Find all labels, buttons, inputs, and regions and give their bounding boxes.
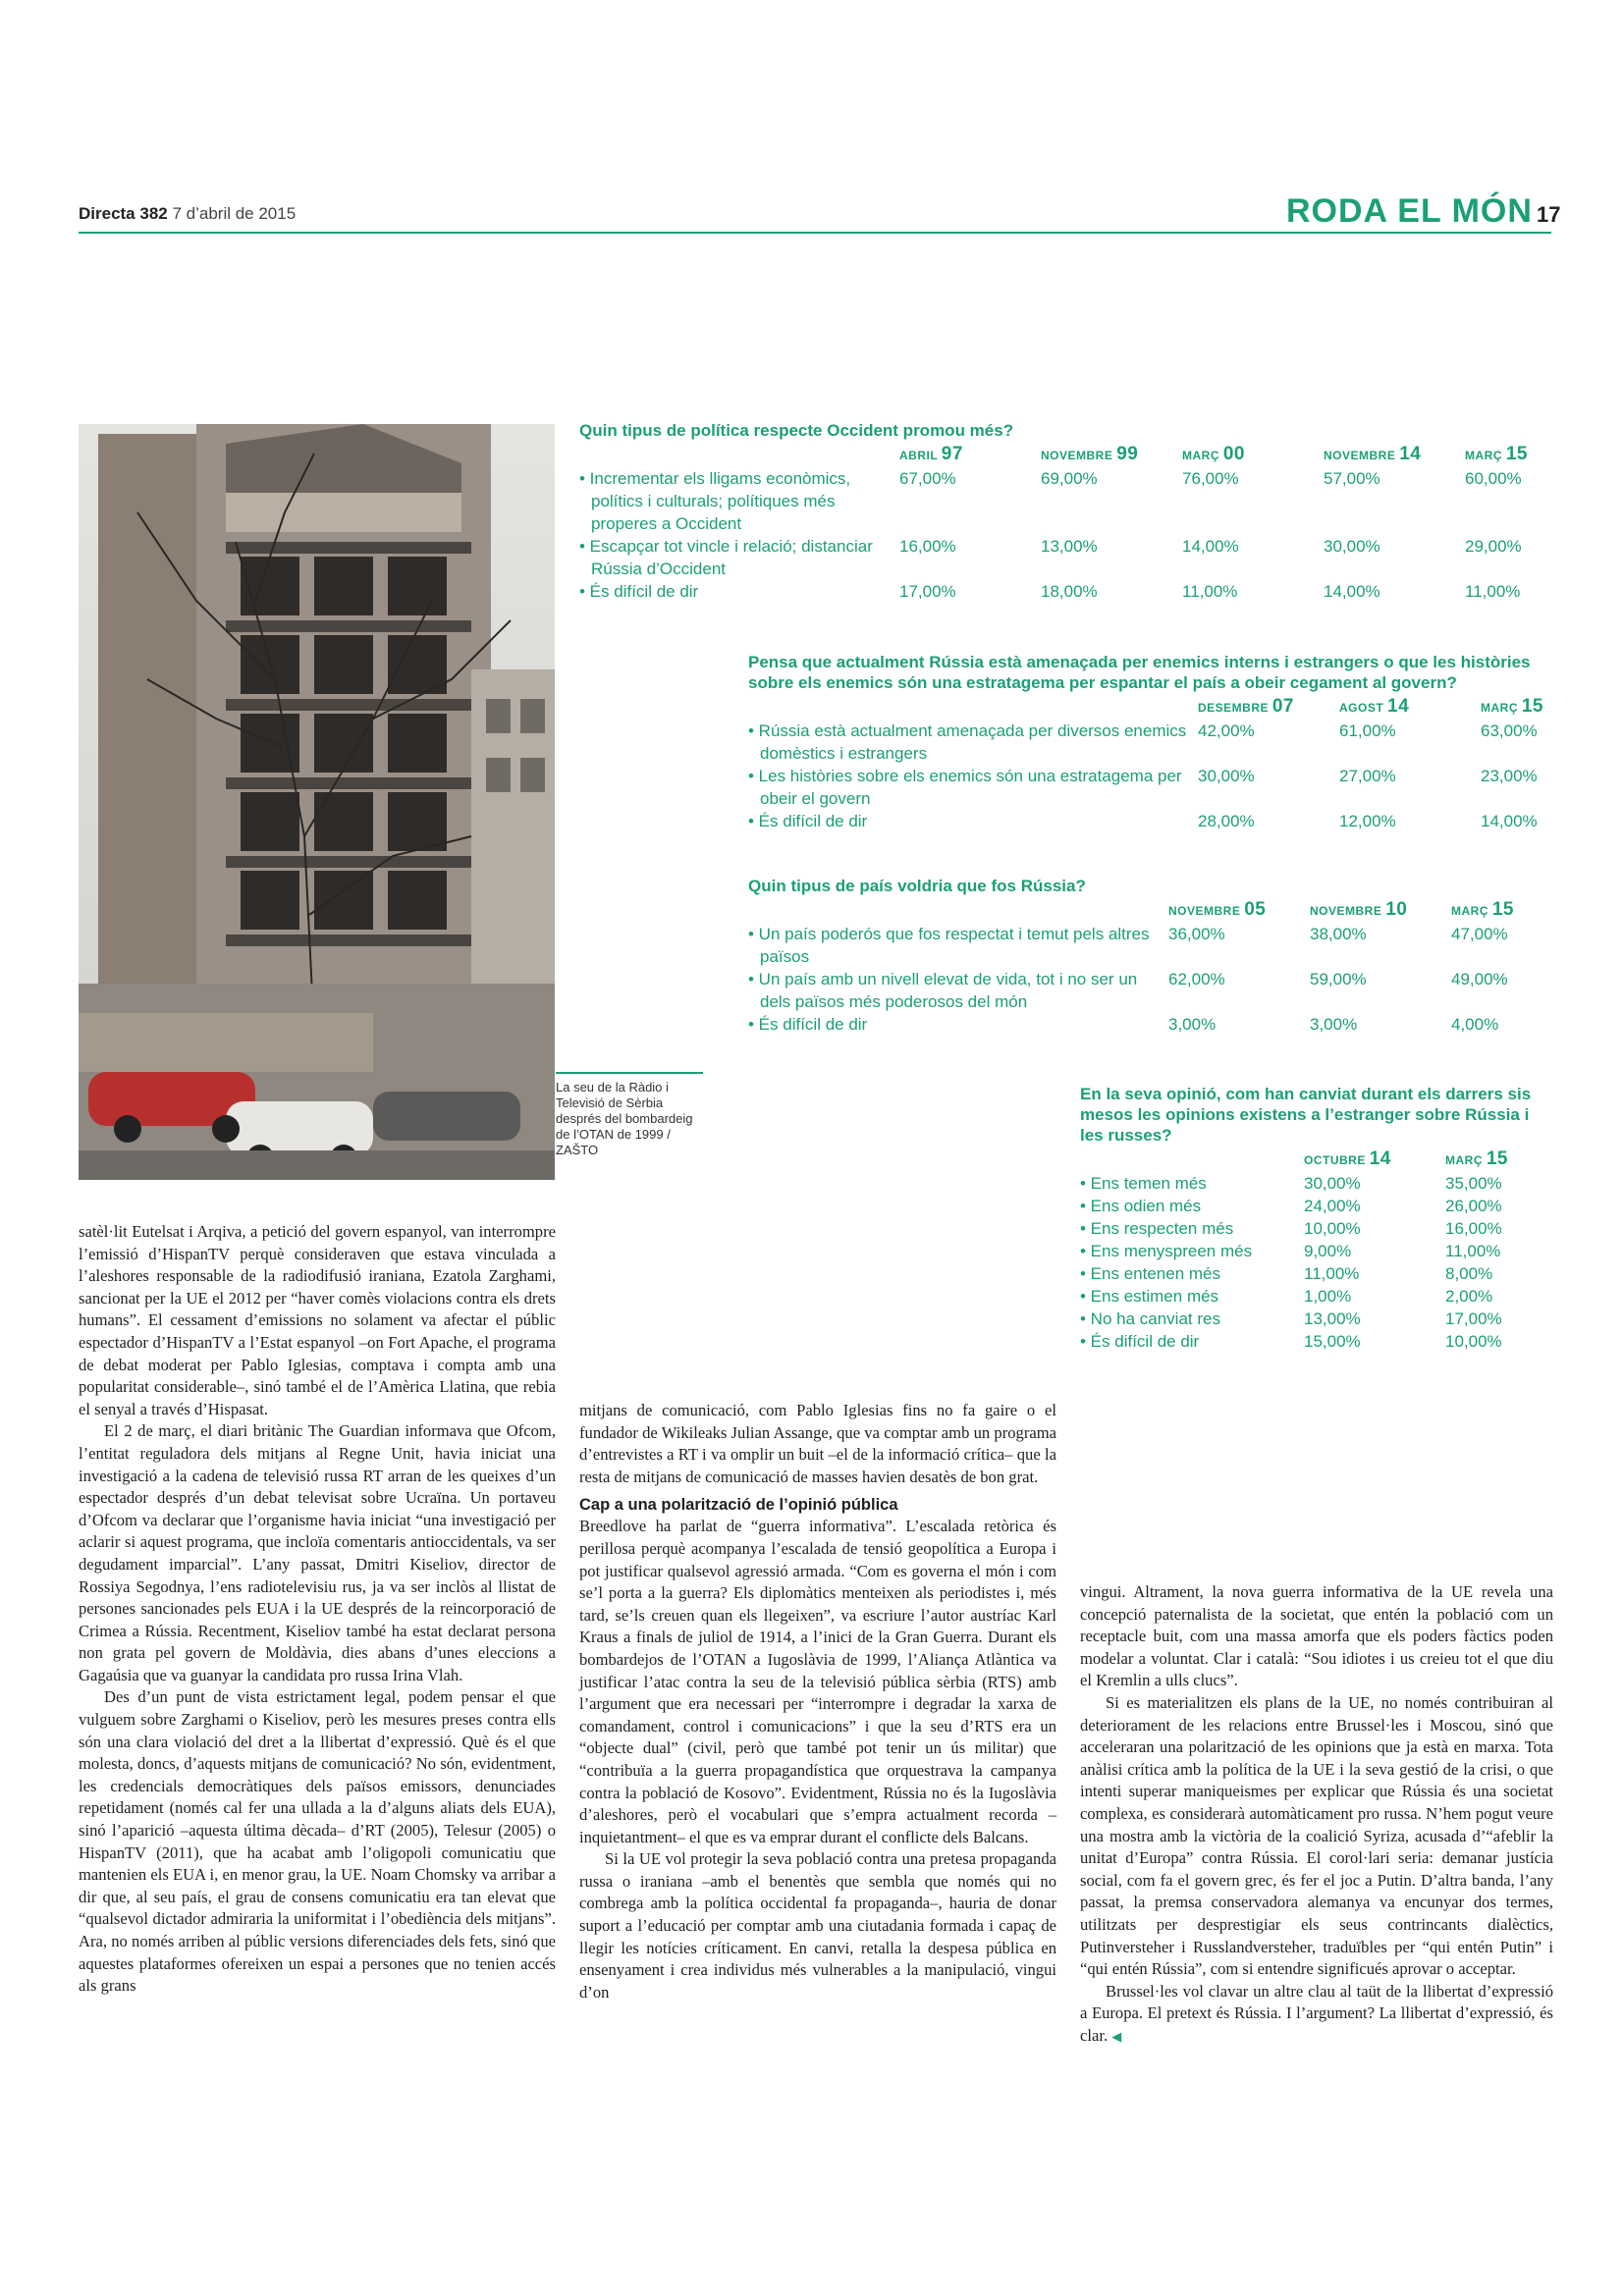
- subheading: Cap a una polarització de l’opinió pública: [579, 1496, 898, 1515]
- article-paragraph: Breedlove ha parlat de “guerra informativa”. L’escalada retòrica és perillosa perquè acompanya l’escalada de tensió geopolítica a Europa i pot justificar qualsevol agressió armada. “Com es governa el món i com se’l porta a la guerra? Els diplomàtics menteixen als periodistes i, més tard, se’ls creuen quan els llegeixen”, va escriure l’autor austríac Karl Kraus a finals de juliol de 1914, a l’inici de la Gran Guerra. Durant els bombardejos de l’OTAN a Iugoslàvia de 1999, l’Aliança Atlàntica va justificar l’atac contra la seu de la televisió pública sèrbia (RTS) amb l’argument que era necessari per “interrompre i degradar la xarxa de comandament, control i comunicacions” i que la seu d’RTS era un “objecte dual” (civil, però que també pot tenir un ús militar) que “contribuïa a la guerra propagandística que orquestrava la campanya contra la població de Kosovo”. Evidentment, Rússia no és la Iugoslàvia d’aleshores, però el vocabulari que s’empra actualment recorda –inquietantment– el que es va emprar durant el conflicte dels Balcans.: [579, 1517, 1056, 1846]
- column-header: NOVEMBRE 05: [1168, 899, 1267, 920]
- answer-label: • Un país amb un nivell elevat de vida, tot i no ser un dels països més poderosos del món: [748, 970, 1138, 1011]
- answer-label: • És difícil de dir: [1080, 1332, 1200, 1351]
- end-mark-icon: ◀: [1111, 2029, 1122, 2045]
- article-paragraph: Des d’un punt de vista estrictament legal, podem pensar el que vulguem sobre Zarghami o Kiseliov, però les mesures preses contra ells són una clara violació del dret a la llibertat d’expressió. Què és el que molesta, doncs, d’aquests mitjans de comunicació? No són, evidentment, les credencials democràtiques dels països emissors, denunciades repetidament (només cal fer una ullada a la d’alguns aliats dels EUA), sinó l’aparició –aquesta última dècada– d’RT (2005), Telesur (2005) o HispanTV (2011), que ha acabat amb l’oligopoli comunicatiu que mantenien els EUA i, en menor grau, la UE. Noam Chomsky va arribar a dir que, al seu país, el grau de consens comunicatiu era tan elevat que “qualsevol dictador admiraria la uniformitat i l’obediència dels mitjans”. Ara, no només arriben al públic versions diferenciades dels fets, sinó que aquestes plataformes ofereixen un espai a persones que no tenien accés als grans: [79, 1687, 556, 1996]
- answer-value: 17,00%: [1445, 1309, 1502, 1328]
- answer-value: 76,00%: [1182, 469, 1239, 488]
- column-header: MARÇ 00: [1182, 444, 1245, 464]
- answer-value: 14,00%: [1324, 582, 1380, 601]
- answer-value: 11,00%: [1465, 582, 1521, 601]
- column-header: AGOST 14: [1339, 696, 1410, 717]
- answer-value: 2,00%: [1445, 1287, 1493, 1306]
- answer-label: • Rússia està actualment amenaçada per diversos enemics domèstics i estrangers: [748, 721, 1187, 763]
- answer-label: • És difícil de dir: [748, 812, 868, 830]
- survey-country-type: [748, 876, 1551, 1036]
- column-header: MARÇ 15: [1451, 899, 1514, 920]
- survey-table: [748, 693, 1551, 832]
- answer-value: 13,00%: [1304, 1309, 1361, 1328]
- publication-header: [79, 204, 296, 224]
- survey-row: [1080, 1330, 1551, 1353]
- answer-value: 49,00%: [1451, 970, 1508, 988]
- article-column-3: [1080, 1581, 1553, 2049]
- answer-value: 57,00%: [1324, 469, 1380, 488]
- survey-header-row: [1080, 1146, 1551, 1172]
- answer-label: • Escapçar tot vincle i relació; distanciar Rússia d’Occident: [579, 537, 873, 578]
- survey-row: [1080, 1240, 1551, 1262]
- answer-value: 67,00%: [899, 469, 956, 488]
- survey-header-row: [748, 896, 1551, 923]
- survey-question: Quin tipus de país voldria que fos Rússia?: [748, 877, 1086, 895]
- answer-value: 47,00%: [1451, 925, 1508, 943]
- article-paragraph: [1080, 1981, 1553, 2050]
- answer-value: 14,00%: [1481, 812, 1538, 830]
- article-paragraph: satèl·lit Eutelsat i Arqiva, a petició del govern espanyol, van interrompre l’emissió d’HispanTV perquè consideraven que estava vinculada a l’aleshores responsable de la radiodifusió iraniana, Ezatola Zarghami, sancionat per la UE el 2012 per “haver comès violacions contra els drets humans”. El cessament d’emissions no solament va afectar el públic espectador d’HispanTV a l’Estat espanyol –on Fort Apache, el programa de debat moderat per Pablo Iglesias, comptava i compta amb una popularitat considerable–, sinó també el de l’Amèrica Llatina, que rebia el senyal a través d’Hispasat.: [79, 1222, 556, 1418]
- article-column-2: [579, 1400, 1056, 2003]
- column-header: NOVEMBRE 14: [1324, 444, 1422, 464]
- column-header: MARÇ 15: [1481, 696, 1543, 717]
- answer-value: 14,00%: [1182, 537, 1239, 556]
- survey-question: Quin tipus de política respecte Occident promou més?: [579, 421, 1014, 440]
- answer-value: 3,00%: [1310, 1015, 1358, 1034]
- answer-value: 35,00%: [1445, 1174, 1502, 1193]
- survey-row: [1080, 1217, 1551, 1240]
- answer-value: 62,00%: [1168, 970, 1225, 988]
- answer-value: 13,00%: [1041, 537, 1098, 556]
- answer-value: 61,00%: [1339, 721, 1396, 740]
- survey-row: [748, 765, 1551, 810]
- answer-value: 26,00%: [1445, 1197, 1502, 1215]
- answer-label: • Ens menyspreen més: [1080, 1242, 1253, 1260]
- answer-value: 24,00%: [1304, 1197, 1361, 1215]
- header-rule: [79, 232, 1551, 234]
- column-header: DESEMBRE 07: [1198, 696, 1294, 717]
- survey-row: [748, 720, 1551, 765]
- article-paragraph: Si la UE vol protegir la seva població contra una pretesa propaganda russa o iraniana –amb el benentès que sembla que només qui no combrega amb la política occidental fa propaganda–, hauria de donar suport a l’educació per comptar amb una ciutadania formada i capaç de llegir les notícies críticament. En canvi, retalla la despesa pública en ensenyament i crea individus més vulnerables a la manipulació, vingui d’on: [579, 1849, 1056, 2002]
- answer-value: 16,00%: [899, 537, 956, 556]
- answer-value: 69,00%: [1041, 469, 1098, 488]
- answer-value: 18,00%: [1041, 582, 1098, 601]
- article-column-1: [79, 1221, 556, 1998]
- answer-value: 59,00%: [1310, 970, 1367, 988]
- survey-row: [1080, 1262, 1551, 1285]
- answer-value: 8,00%: [1445, 1264, 1493, 1283]
- answer-value: 17,00%: [899, 582, 956, 601]
- survey-row: [748, 923, 1551, 968]
- survey-row: [579, 535, 1551, 580]
- answer-label: • Incrementar els lligams econòmics, polítics i culturals; polítiques més properes a Occident: [579, 469, 851, 533]
- answer-value: 28,00%: [1198, 812, 1255, 830]
- answer-value: 27,00%: [1339, 767, 1396, 785]
- answer-label: • Ens temen més: [1080, 1174, 1207, 1193]
- survey-table: [579, 441, 1551, 603]
- survey-foreign-opinion: [1080, 1084, 1551, 1353]
- answer-value: 3,00%: [1168, 1015, 1217, 1034]
- column-header: MARÇ 15: [1465, 444, 1528, 464]
- page-number: 17: [1537, 202, 1561, 227]
- survey-question: Pensa que actualment Rússia està amenaçada per enemics interns i estrangers o que les històries sobre els enemics són una estratagema per espantar el país a obeir cegament al govern?: [748, 653, 1531, 692]
- issue-date: 7 d’abril de 2015: [172, 204, 297, 223]
- answer-label: • Ens respecten més: [1080, 1219, 1234, 1238]
- answer-label: • Ens entenen més: [1080, 1264, 1220, 1283]
- answer-value: 11,00%: [1445, 1242, 1501, 1260]
- survey-row: [579, 467, 1551, 535]
- survey-row: [748, 968, 1551, 1013]
- answer-value: 60,00%: [1465, 469, 1522, 488]
- answer-value: 1,00%: [1304, 1287, 1352, 1306]
- answer-label: • Un país poderós que fos respectat i temut pels altres països: [748, 925, 1150, 966]
- survey-row: [579, 580, 1551, 603]
- survey-header-row: [748, 693, 1551, 720]
- survey-enemies: [748, 652, 1551, 832]
- answer-value: 38,00%: [1310, 925, 1367, 943]
- survey-row: [1080, 1285, 1551, 1308]
- answer-value: 29,00%: [1465, 537, 1522, 556]
- answer-label: • Ens estimen més: [1080, 1287, 1219, 1306]
- article-paragraph: Si es materialitzen els plans de la UE, no només contribuiran al deteriorament de les relacions entre Brussel·les i Moscou, sinó que acceleraran una polarització de les opinions que ja està en marxa. Tota anàlisi crítica amb la política de la UE i la seva gestió de la crisi, o que intenti superar maniqueismes per explicar que Rússia és una societat complexa, es considerarà automàticament pro russa. N’hem pogut veure una mostra amb la victòria de la coalició Syriza, acusada d’“afeblir la unitat d’Europa” contra Rússia. El corol·lari seria: demanar justícia social, com fa el govern grec, és fer el joc a Putin. D’altra banda, l’any passat, la premsa conservadora alemanya va encunyar dos termes, utilitzats per desprestigiar els seus contrincants dialèctics, Putinversteher i Russlandversteher, traduïbles per “qui entén Putin” i “qui entén Rússia”, com si entendre significués aprovar o acceptar.: [1080, 1692, 1553, 1979]
- photo-caption: La seu de la Ràdio i Televisió de Sèrbia després del bombardeig de l’OTAN de 1999 / ZAŠTO: [556, 1080, 693, 1157]
- section-title: RODA EL MÓN: [1286, 192, 1533, 230]
- survey-table: [748, 896, 1551, 1036]
- answer-value: 12,00%: [1339, 812, 1396, 830]
- survey-western-policy: [579, 420, 1551, 603]
- building-photo: [79, 424, 555, 1180]
- survey-row: [1080, 1308, 1551, 1330]
- survey-question: En la seva opinió, com han canviat durant els darrers sis mesos les opinions existens a l’estranger sobre Rússia i les russes?: [1080, 1085, 1532, 1145]
- column-header: OCTUBRE 14: [1304, 1148, 1391, 1169]
- article-paragraph: El 2 de març, el diari britànic The Guardian informava que Ofcom, l’entitat reguladora dels mitjans al Regne Unit, havia iniciat una investigació a la cadena de televisió russa RT arran de les queixes d’un espectador després d’un debat televisat sobre Ucraïna. Un portaveu d’Ofcom va declarar que l’organisme havia iniciat “una investigació per aclarir si aquest programa, que incloïa comentaris antioccidentals, va ser degudament imparcial”. L’any passat, Dmitri Kiseliov, director de Rossiya Segodnya, l’ens radiotelevisiu rus, ja va ser inclòs al llistat de persones sancionades pels EUA i la UE després de la reincorporació de Crimea a Rússia. Recentment, Kiseliov també ha estat declarat persona non grata pel govern de Moldàvia, dies abans d’unes eleccions a Gagaúsia que va guanyar la candidata pro russa Irina Vlah.: [79, 1421, 556, 1684]
- answer-value: 11,00%: [1304, 1264, 1360, 1283]
- answer-label: • És difícil de dir: [748, 1015, 868, 1034]
- column-header: ABRIL 97: [899, 444, 963, 464]
- article-paragraph-text: Brussel·les vol clavar un altre clau al taüt de la llibertat d’expressió a Europa. El pretext és Rússia. I l’argument? La llibertat d’expressió, és clar.: [1080, 1981, 1553, 2045]
- answer-label: • És difícil de dir: [579, 582, 699, 601]
- answer-value: 10,00%: [1304, 1219, 1361, 1238]
- survey-row: [1080, 1172, 1551, 1195]
- answer-value: 9,00%: [1304, 1242, 1352, 1260]
- ruined-building-illustration: [79, 424, 555, 1180]
- answer-value: 10,00%: [1445, 1332, 1502, 1351]
- answer-value: 30,00%: [1198, 767, 1255, 785]
- survey-row: [1080, 1195, 1551, 1217]
- answer-label: • Les històries sobre els enemics són una estratagema per obeir el govern: [748, 767, 1182, 808]
- column-header: NOVEMBRE 99: [1041, 444, 1139, 464]
- survey-table: [1080, 1146, 1551, 1353]
- answer-value: 11,00%: [1182, 582, 1238, 601]
- answer-value: 36,00%: [1168, 925, 1225, 943]
- survey-row: [748, 810, 1551, 832]
- answer-value: 23,00%: [1481, 767, 1538, 785]
- answer-value: 16,00%: [1445, 1219, 1502, 1238]
- answer-value: 30,00%: [1304, 1174, 1361, 1193]
- publication-name: Directa 382: [79, 204, 168, 223]
- answer-value: 63,00%: [1481, 721, 1538, 740]
- article-paragraph: vingui. Altrament, la nova guerra informativa de la UE revela una concepció paternalista de la societat, que entén la població com un receptacle buit, com una massa amorfa que els poders fàctics poden modelar a voluntat. Clar i català: “Sou idiotes i us creieu tot el que diu el Kremlin a ulls clucs”.: [1080, 1582, 1553, 1690]
- answer-label: • Ens odien més: [1080, 1197, 1202, 1215]
- answer-value: 42,00%: [1198, 721, 1255, 740]
- caption-rule: [556, 1072, 703, 1074]
- article-paragraph: mitjans de comunicació, com Pablo Iglesias fins no fa gaire o el fundador de Wikileaks Julian Assange, que va comptar amb un programa d’entrevistes a RT i va omplir un buit –el de la informació crítica– que la resta de mitjans de comunicació de masses havien desatès de bon grat.: [579, 1401, 1056, 1486]
- column-header: MARÇ 15: [1445, 1148, 1508, 1169]
- answer-label: • No ha canviat res: [1080, 1309, 1220, 1328]
- answer-value: 15,00%: [1304, 1332, 1361, 1351]
- column-header: NOVEMBRE 10: [1310, 899, 1408, 920]
- survey-header-row: [579, 441, 1551, 467]
- answer-value: 30,00%: [1324, 537, 1380, 556]
- answer-value: 4,00%: [1451, 1015, 1499, 1034]
- survey-row: [748, 1013, 1551, 1036]
